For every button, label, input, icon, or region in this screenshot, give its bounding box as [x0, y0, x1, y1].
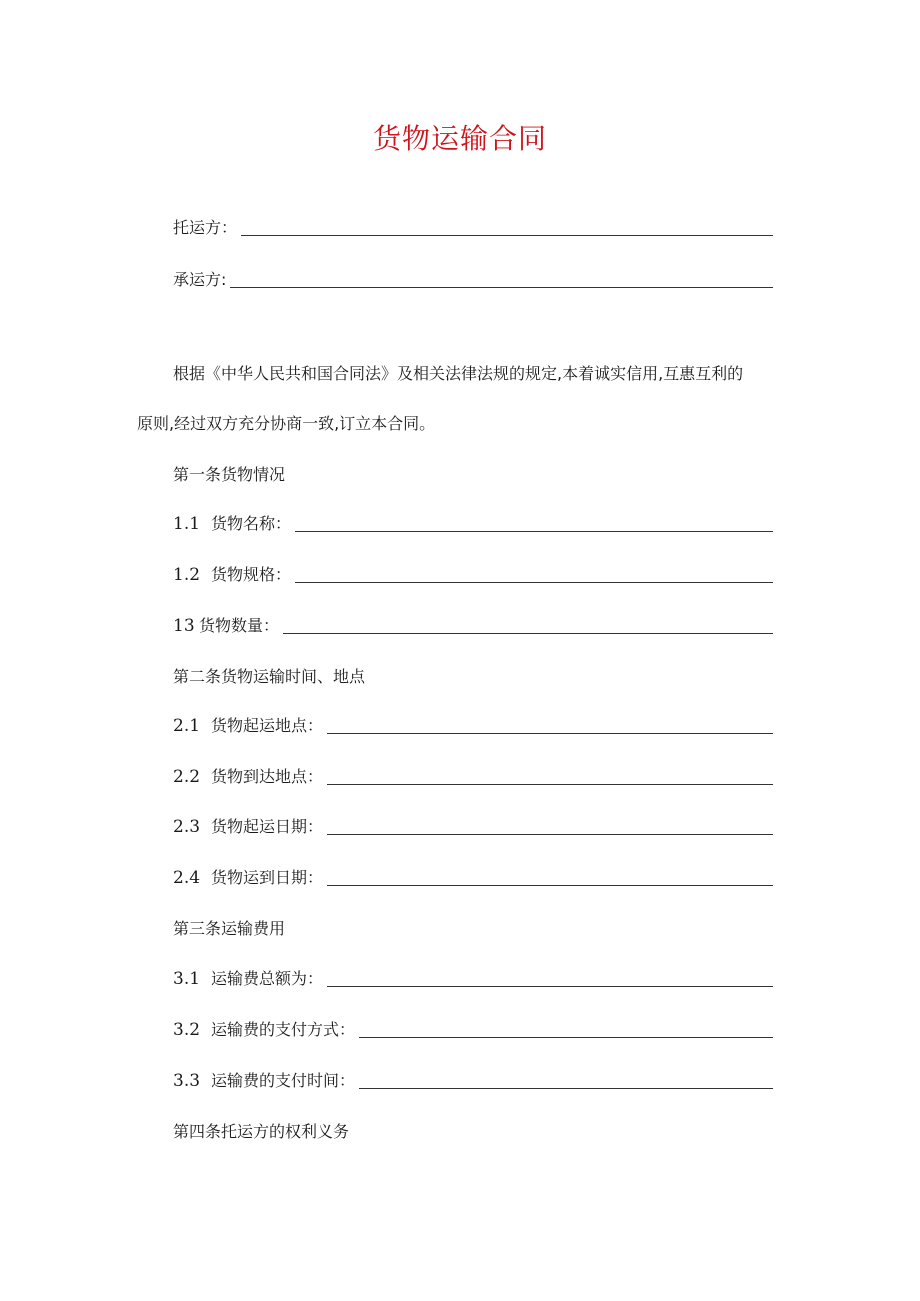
consignor-fill-line[interactable] [241, 234, 773, 236]
destination-fill-line[interactable] [327, 783, 773, 785]
origin-label: 货物起运地点： [211, 716, 324, 735]
item-number: 1.1 [173, 514, 201, 534]
consignor-row [173, 212, 773, 240]
article-4-heading: 第四条托运方的权利义务 [173, 1122, 350, 1141]
payment-method-label: 运输费的支付方式： [211, 1020, 356, 1039]
carrier-label: 承运方: [173, 270, 227, 289]
arrival-date-fill-line[interactable] [327, 884, 773, 886]
item-number: 1.2 [173, 565, 201, 585]
item-number: 13 [173, 616, 195, 636]
item-number: 3.2 [173, 1020, 201, 1040]
article-1-heading: 第一条货物情况 [173, 465, 286, 484]
payment-method-fill-line[interactable] [359, 1036, 773, 1038]
article-3-heading: 第三条运输费用 [173, 919, 286, 938]
destination-label: 货物到达地点： [211, 767, 324, 786]
goods-spec-fill-line[interactable] [295, 581, 773, 583]
goods-name-label: 货物名称： [211, 514, 292, 533]
freight-total-row [173, 963, 773, 991]
item-number: 2.3 [173, 817, 201, 837]
origin-row [173, 710, 773, 738]
payment-time-row [173, 1065, 773, 1093]
freight-total-label: 运输费总额为： [211, 969, 324, 988]
preamble-line-1: 根据《中华人民共和国合同法》及相关法律法规的规定,本着诚实信用,互惠互利的 [173, 364, 744, 383]
departure-date-row [173, 811, 773, 839]
goods-quantity-fill-line[interactable] [283, 632, 773, 634]
carrier-fill-line[interactable] [230, 286, 773, 288]
goods-spec-row [173, 559, 773, 587]
freight-total-fill-line[interactable] [327, 985, 773, 987]
carrier-row [173, 264, 773, 292]
origin-fill-line[interactable] [327, 732, 773, 734]
departure-date-label: 货物起运日期： [211, 817, 324, 836]
preamble-line-2: 原则,经过双方充分协商一致,订立本合同。 [137, 414, 436, 433]
article-2-heading: 第二条货物运输时间、地点 [173, 667, 366, 686]
departure-date-fill-line[interactable] [327, 833, 773, 835]
item-number: 3.1 [173, 969, 201, 989]
item-number: 2.4 [173, 868, 201, 888]
goods-quantity-label: 货物数量： [199, 616, 280, 635]
destination-row [173, 761, 773, 789]
item-number: 2.1 [173, 716, 201, 736]
payment-method-row [173, 1014, 773, 1042]
item-number: 2.2 [173, 767, 201, 787]
payment-time-label: 运输费的支付时间： [211, 1071, 356, 1090]
goods-name-fill-line[interactable] [295, 530, 773, 532]
arrival-date-row [173, 862, 773, 890]
goods-name-row [173, 508, 773, 536]
item-number: 3.3 [173, 1071, 201, 1091]
consignor-label: 托运方： [173, 218, 238, 237]
arrival-date-label: 货物运到日期： [211, 868, 324, 887]
goods-spec-label: 货物规格： [211, 565, 292, 584]
document-title: 货物运输合同 [372, 122, 547, 155]
goods-quantity-row [173, 610, 773, 638]
payment-time-fill-line[interactable] [359, 1087, 773, 1089]
